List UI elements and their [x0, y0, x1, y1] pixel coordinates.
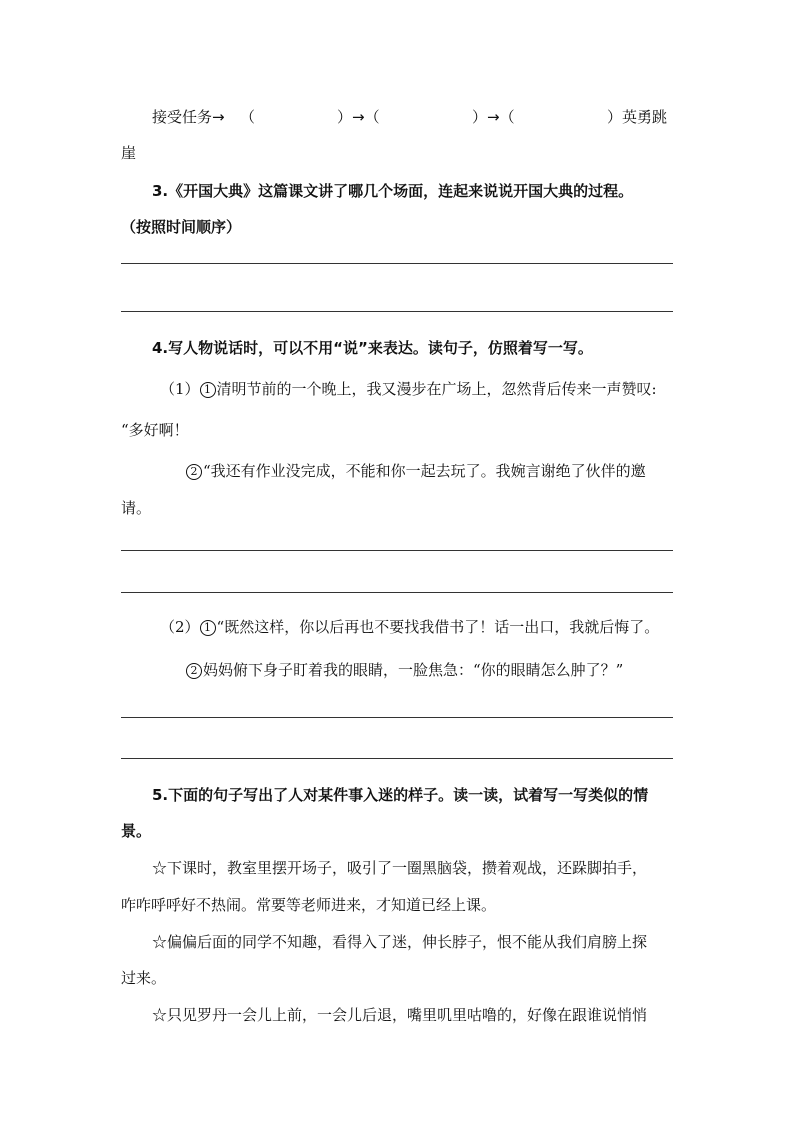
- part1-sentence2-line1: “我还有作业没完成，不能和你一起去玩了。我婉言谢绝了伙伴的邀: [203, 462, 646, 480]
- part1-sentence1-line1: 清明节前的一个晚上，我又漫步在广场上，忽然背后传来一声赞叹:: [216, 380, 657, 398]
- plot-chain: [152, 107, 682, 129]
- chain-wrap: 崖: [121, 144, 137, 162]
- chain-blank3-close: ）英勇跳: [607, 108, 668, 126]
- circled-number: 2: [186, 663, 202, 679]
- question-3-line1: 3.《开国大典》这篇课文讲了哪几个场面，连起来说说开国大典的过程。: [152, 182, 634, 200]
- answer-line: [121, 758, 673, 759]
- part1-sentence1-line2: “多好啊！: [121, 421, 189, 439]
- part1-label: （1）: [160, 380, 200, 398]
- question-4-title: 4.写人物说话时，可以不用“说”来表达。读句子，仿照着写一写。: [152, 339, 593, 357]
- question-5-title-line1: 5.下面的句子写出了人对某件事入迷的样子。读一读，试着写一写类似的情: [152, 786, 649, 804]
- circled-number: 1: [200, 382, 216, 398]
- chain-blank1-close: ）→（: [337, 108, 380, 126]
- example-2-line1: ☆偏偏后面的同学不知趣，看得入了迷，伸长脖子，恨不能从我们肩膀上探: [152, 933, 648, 951]
- question-4-part1-second-sentence: [186, 461, 646, 481]
- part2-sentence1: “既然这样，你以后再也不要找我借书了！话一出口，我就后悔了。: [216, 618, 660, 636]
- part1-sentence2-line2: 请。: [121, 499, 152, 517]
- example-2-line2: 过来。: [121, 969, 167, 987]
- circled-number: 1: [200, 620, 216, 636]
- chain-blank2-close: ）→（: [472, 108, 515, 126]
- chain-blank1-open: （: [240, 108, 256, 126]
- question-5-title-line2: 景。: [121, 822, 152, 840]
- part2-sentence2: 妈妈俯下身子盯着我的眼睛，一脸焦急：“你的眼睛怎么肿了？”: [203, 661, 624, 679]
- chain-start: 接受任务→: [152, 108, 225, 126]
- example-3-line1: ☆只见罗丹一会儿上前，一会儿后退，嘴里叽里咕噜的，好像在跟谁说悄悄: [152, 1006, 648, 1024]
- answer-line: [121, 592, 673, 593]
- question-4-part2-first-sentence: [160, 617, 659, 637]
- question-4-part1-first-sentence: [160, 379, 657, 399]
- answer-line: [121, 550, 673, 551]
- answer-line: [121, 263, 673, 264]
- answer-line: [121, 311, 673, 312]
- part2-label: （2）: [160, 618, 200, 636]
- example-1-line1: ☆下课时，教室里摆开场子，吸引了一圈黑脑袋，攒着观战，还跺脚拍手，: [152, 859, 648, 877]
- example-1-line2: 咋咋呼呼好不热闹。常要等老师进来，才知道已经上课。: [121, 896, 497, 914]
- circled-number: 2: [186, 464, 202, 480]
- answer-line: [121, 717, 673, 718]
- question-3-line2: （按照时间顺序）: [121, 218, 242, 236]
- question-4-part2-second-sentence: [186, 660, 623, 680]
